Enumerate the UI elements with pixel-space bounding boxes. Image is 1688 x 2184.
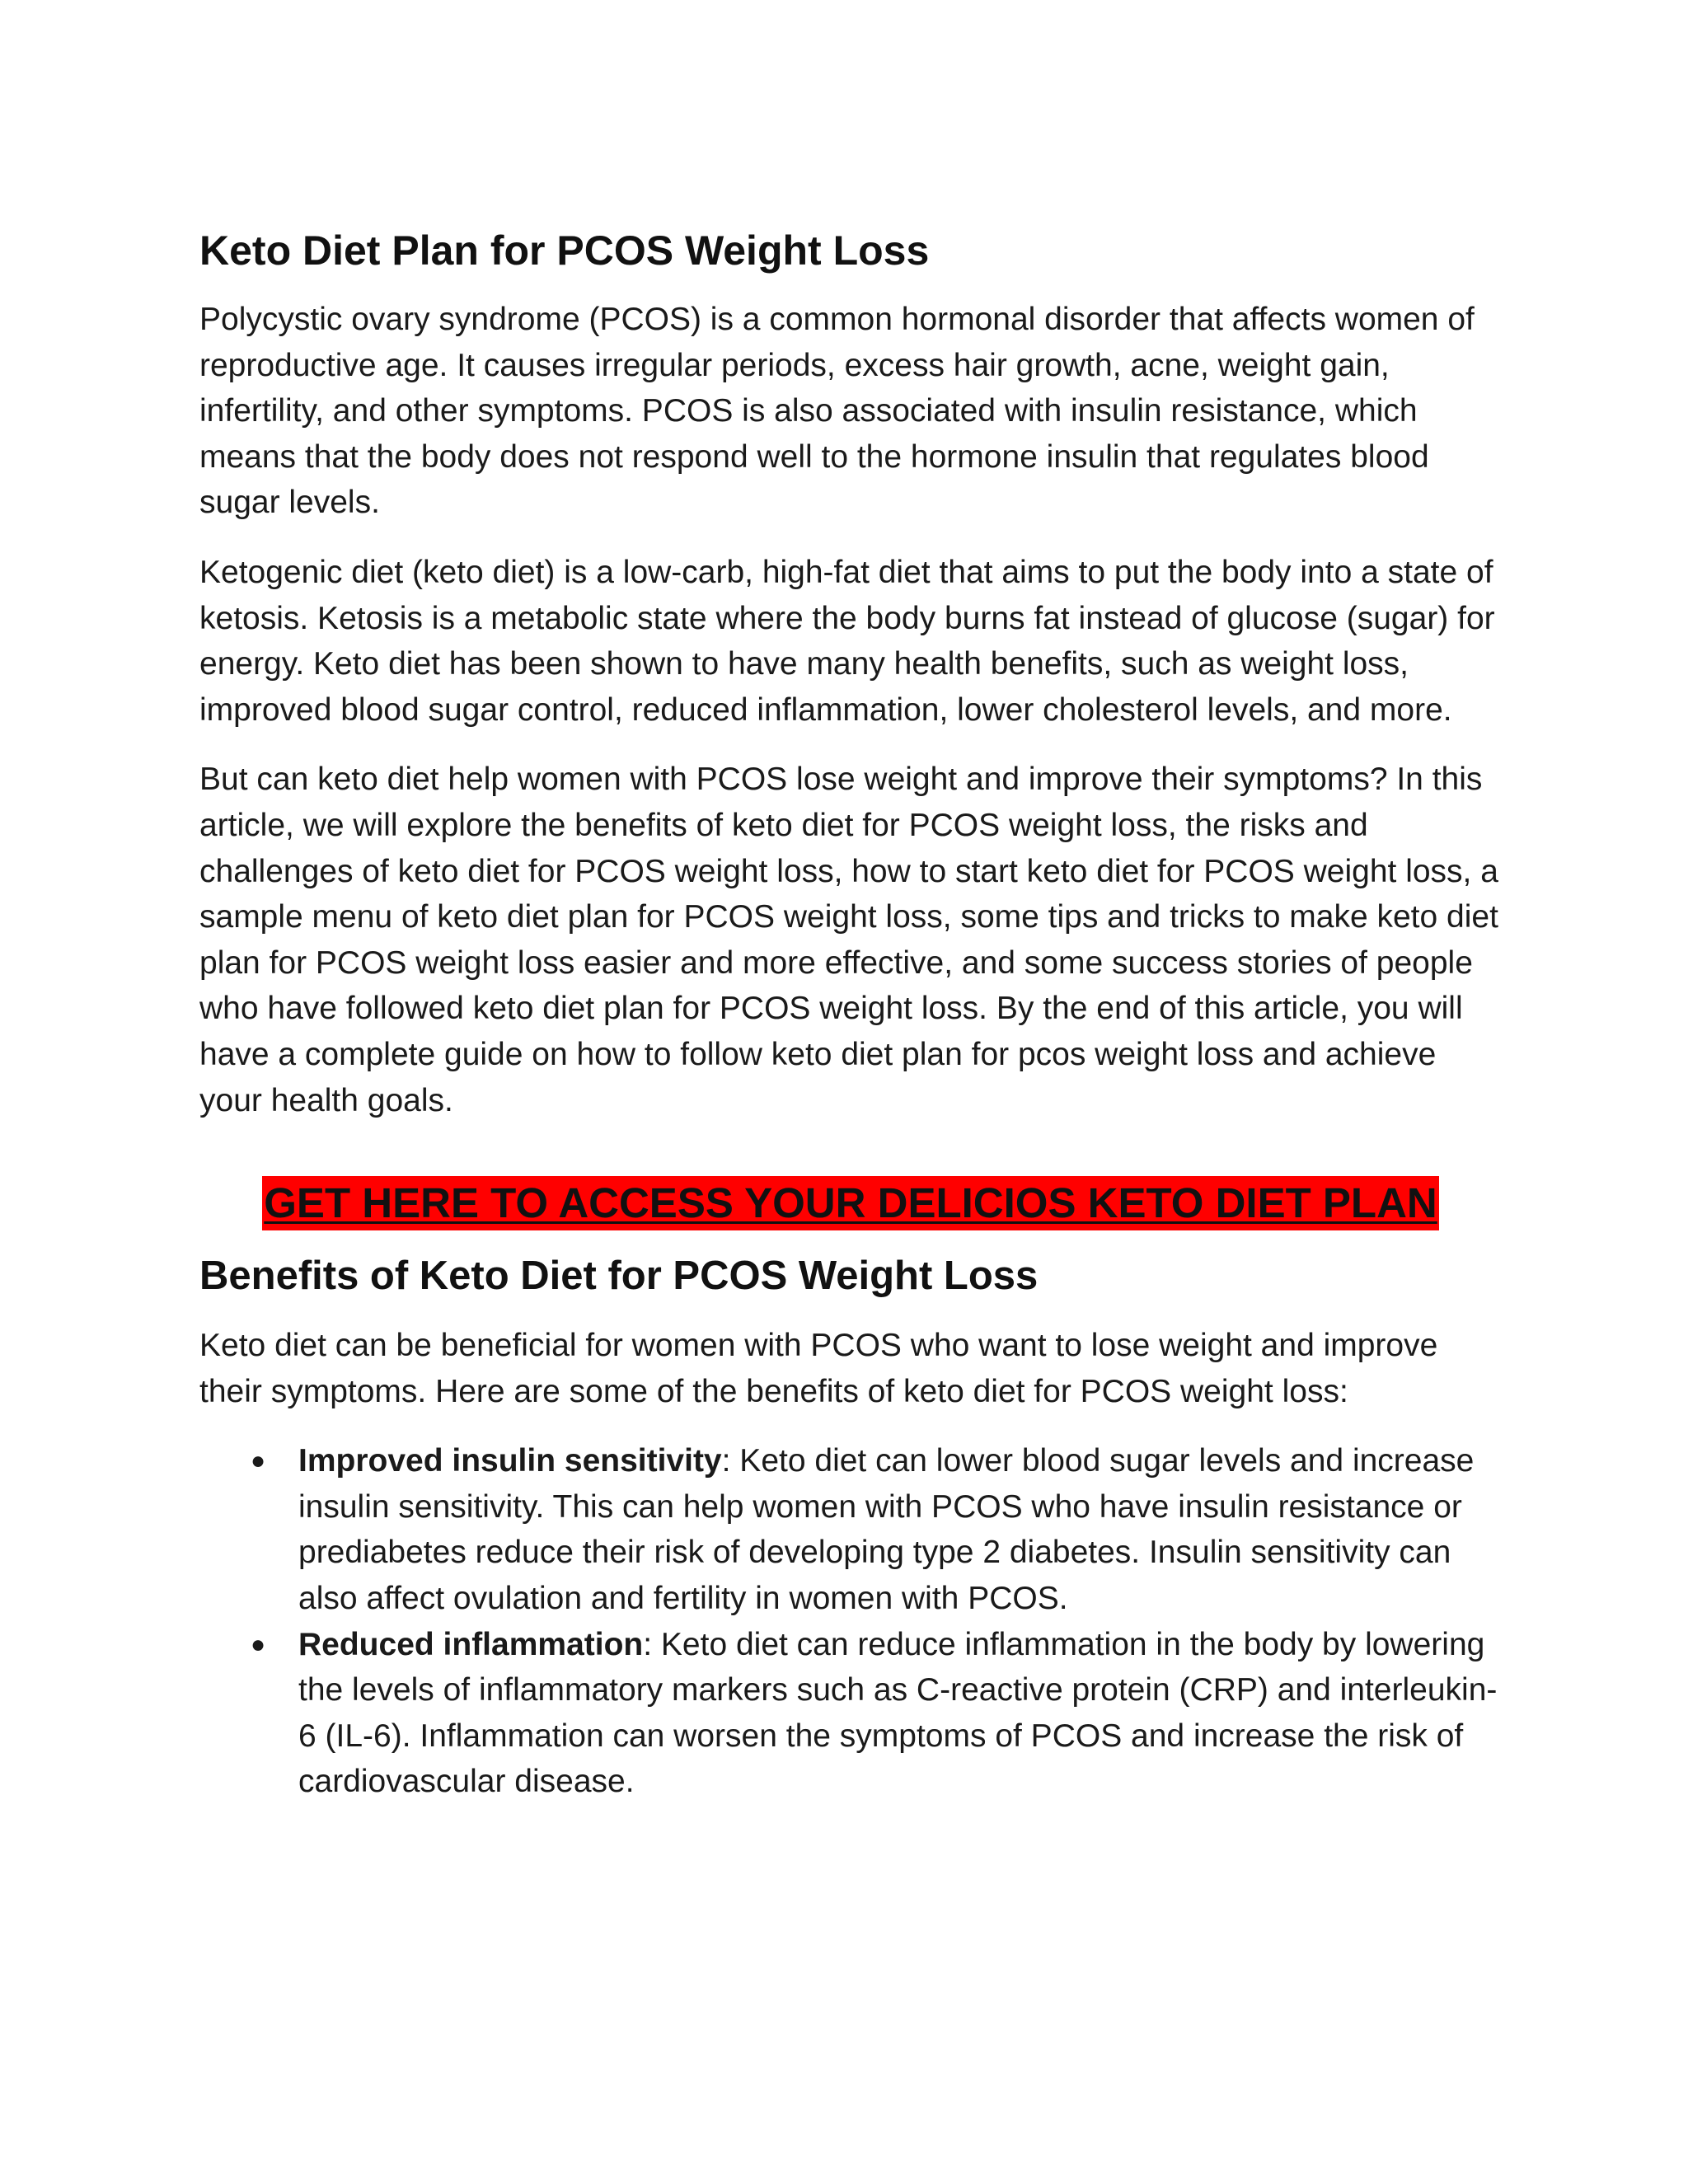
bullet-icon: ● <box>251 1630 266 1658</box>
benefits-list <box>199 1438 1502 1805</box>
intro-paragraph-3: But can keto diet help women with PCOS lose weight and improve their symptoms? In this article, we will explore the benefits of keto diet for PCOS weight loss, the risks and challenges of keto diet for PCOS weight loss, how to start keto diet for PCOS weight loss, a sample menu of keto diet plan for PCOS weight loss, some tips and tricks to make keto diet plan for PCOS weight loss easier and more effective, and some success stories of people who have followed keto diet plan for PCOS weight loss. By the end of this article, you will have a complete guide on how to follow keto diet plan for pcos weight loss and achieve your health goals. <box>199 762 1498 1118</box>
list-item <box>199 1438 1502 1621</box>
document-page <box>199 216 1502 1805</box>
cta-container <box>199 1176 1502 1230</box>
benefit-text: : Keto diet can lower blood sugar levels and increase insulin sensitivity. This can help women with PCOS who have insulin resistance or prediabetes reduce their risk of developing type 2 diabetes. Insulin sensitivity can also affect ovulation and fertility in women with PCOS. <box>298 1443 1475 1617</box>
intro-paragraph-1: Polycystic ovary syndrome (PCOS) is a common hormonal disorder that affects women of reproductive age. It causes irregular periods, excess hair growth, acne, weight gain, infertility, and other symptoms. PCOS is also associated with insulin resistance, which means that the body does not respond well to the hormone insulin that regulates blood sugar levels. <box>199 302 1475 521</box>
cta-link[interactable]: GET HERE TO ACCESS YOUR DELICIOS KETO DIET PLAN <box>262 1176 1438 1230</box>
benefit-term: Improved insulin sensitivity <box>298 1443 722 1479</box>
list-item <box>199 1622 1502 1805</box>
benefit-term: Reduced inflammation <box>298 1626 644 1662</box>
intro-paragraph-2: Ketogenic diet (keto diet) is a low-carb, high-fat diet that aims to put the body into a state of ketosis. Ketosis is a metabolic state where the body burns fat instead of glucose (sugar) for energy. Keto diet has been shown to have many health benefits, such as weight loss, improved blood sugar control, reduced inflammation, lower cholesterol levels, and more. <box>199 554 1495 728</box>
benefits-heading: Benefits of Keto Diet for PCOS Weight Loss <box>199 1254 1039 1299</box>
page-title: Keto Diet Plan for PCOS Weight Loss <box>199 227 930 274</box>
benefit-text: : Keto diet can reduce inflammation in the body by lowering the levels of inflammatory markers such as C-reactive protein (CRP) and interleukin-6 (IL-6). Inflammation can worsen the symptoms of PCOS and increase the risk of cardiovascular disease. <box>298 1626 1498 1800</box>
bullet-icon: ● <box>251 1447 266 1475</box>
benefits-intro: Keto diet can be beneficial for women with PCOS who want to lose weight and improve their symptoms. Here are some of the benefits of keto diet for PCOS weight loss: <box>199 1328 1438 1409</box>
